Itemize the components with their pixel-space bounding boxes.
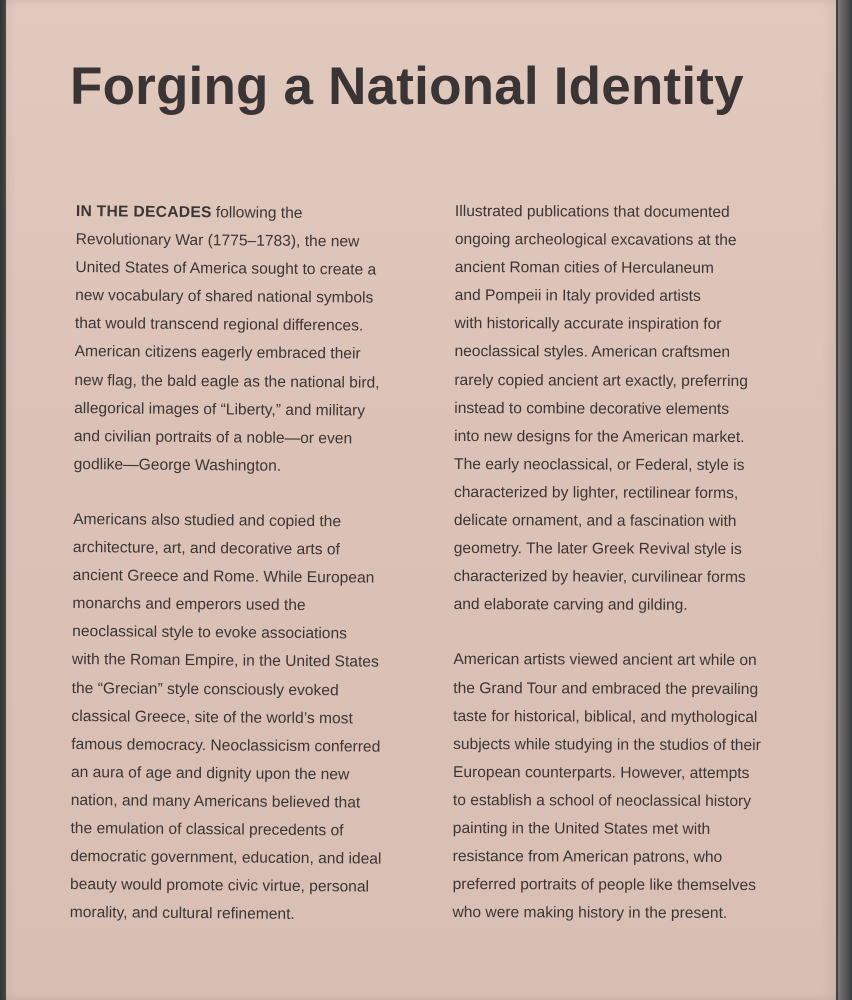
text-line: preferred portraits of people like themselves: [452, 876, 757, 895]
text-line: with historically accurate inspiration for: [454, 315, 722, 334]
text-line: characterized by lighter, rectilinear forms,: [453, 483, 739, 502]
right-text-column: [452, 198, 805, 929]
text-line: American citizens eagerly embraced their: [74, 343, 361, 363]
text-line: the Grand Tour and embraced the prevailing: [453, 679, 759, 698]
text-line: ancient Greece and Rome. While European: [72, 567, 375, 587]
text-line: ongoing archeological excavations at the: [454, 231, 737, 250]
text-line: famous democracy. Neoclassicism conferred: [71, 735, 381, 756]
text-line: IN THE DECADES following the: [75, 202, 303, 222]
text-line: democratic government, education, and ideal: [70, 848, 382, 868]
left-paragraph-1: [74, 198, 426, 482]
text-line: United States of America sought to create a: [75, 259, 377, 279]
text-line: rarely copied ancient art exactly, preferring: [454, 371, 748, 390]
text-line: European counterparts. However, attempts: [452, 763, 750, 782]
text-line: The early neoclassical, or Federal, style is: [454, 455, 745, 474]
text-line: to establish a school of neoclassical history: [452, 791, 752, 810]
lead-in-caps: IN THE DECADES: [75, 202, 212, 222]
text-line: with the Roman Empire, in the United States: [71, 651, 379, 672]
gallery-wall-right: [838, 0, 852, 1000]
text-line: painting in the United States met with: [452, 819, 711, 838]
text-line: and civilian portraits of a noble—or even: [73, 427, 353, 448]
text-line: Americans also studied and copied the: [73, 510, 342, 531]
text-line: beauty would promote civic virtue, personal: [69, 876, 370, 896]
text-line: delicate ornament, and a fascination with: [453, 512, 737, 531]
text-line: instead to combine decorative elements: [454, 399, 730, 418]
text-line: godlike—George Washington.: [73, 455, 282, 475]
text-line: neoclassical styles. American craftsmen: [454, 343, 731, 362]
text-line: neoclassical style to evoke associations: [72, 623, 348, 643]
text-line: Revolutionary War (1775–1783), the new: [75, 231, 360, 251]
text-line: classical Greece, site of the world’s most: [71, 707, 353, 728]
right-paragraph-2: [452, 646, 803, 928]
text-line: Illustrated publications that documented: [454, 202, 730, 221]
paragraph-gap: [453, 619, 803, 647]
text-line: the “Grecian” style consciously evoked: [71, 679, 339, 699]
text-line: who were making history in the present.: [452, 904, 728, 923]
text-line: resistance from American patrons, who: [452, 848, 723, 866]
text-line: nation, and many Americans believed that: [70, 791, 361, 812]
left-text-column: [70, 198, 426, 930]
exhibit-wall-panel: [6, 0, 836, 1000]
text-line: the emulation of classical precedents of: [70, 819, 344, 840]
text-line: American artists viewed ancient art while on: [453, 651, 757, 670]
text-line: subjects while studying in the studios of their: [453, 735, 761, 754]
text-line: and Pompeii in Italy provided artists: [454, 287, 701, 306]
text-line: architecture, art, and decorative arts of: [72, 539, 340, 559]
left-paragraph-2: [70, 506, 424, 930]
text-line: allegorical images of “Liberty,” and military: [74, 399, 366, 420]
text-line: characterized by heavier, curvilinear forms: [453, 568, 746, 587]
text-line: morality, and cultural refinement.: [69, 904, 295, 924]
text-line: monarchs and emperors used the: [72, 595, 306, 615]
panel-title: Forging a National Identity: [70, 57, 744, 116]
text-line: that would transcend regional differences.: [74, 315, 364, 335]
text-line: new flag, the bald eagle as the national bird,: [74, 371, 380, 392]
text-line: new vocabulary of shared national symbols: [75, 287, 374, 307]
text-line: taste for historical, biblical, and mythological: [453, 707, 758, 726]
text-line: geometry. The later Greek Revival style is: [453, 540, 742, 559]
text-line: ancient Roman cities of Herculaneum: [454, 259, 714, 278]
text-line: an aura of age and dignity upon the new: [70, 763, 350, 784]
right-paragraph-1: [454, 198, 805, 621]
paragraph-gap: [73, 479, 423, 509]
text-line: and elaborate carving and gilding.: [453, 596, 688, 615]
text-line: into new designs for the American market.: [454, 427, 745, 446]
